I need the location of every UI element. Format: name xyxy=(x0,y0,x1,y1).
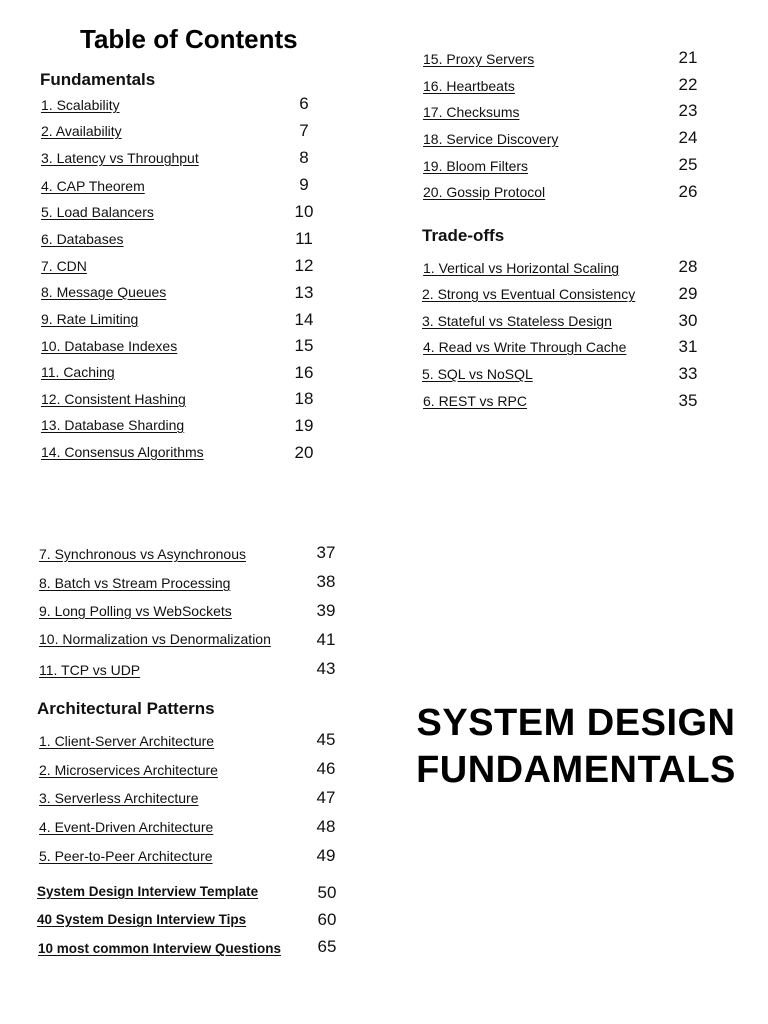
toc-link-latency-vs-throughput[interactable]: 3. Latency vs Throughput xyxy=(41,150,199,166)
toc-link-database-sharding[interactable]: 13. Database Sharding xyxy=(41,417,185,433)
section-heading-fundamentals: Fundamentals xyxy=(40,70,156,89)
toc-link-client-server[interactable]: 1. Client-Server Architecture xyxy=(39,733,215,749)
page-number: 10 xyxy=(294,202,314,221)
page-number: 26 xyxy=(678,182,698,201)
toc-link-cap-theorem[interactable]: 4. CAP Theorem xyxy=(41,178,145,194)
toc-link-availability[interactable]: 2. Availability xyxy=(41,123,122,139)
page-number: 46 xyxy=(316,759,336,778)
page-number: 47 xyxy=(316,788,336,807)
toc-link-normalization[interactable]: 10. Normalization vs Denormalization xyxy=(39,631,271,647)
page-number: 35 xyxy=(678,391,698,410)
page-number: 6 xyxy=(299,94,309,113)
toc-link-vertical-vs-horizontal[interactable]: 1. Vertical vs Horizontal Scaling xyxy=(423,260,620,276)
toc-link-rest-vs-rpc[interactable]: 6. REST vs RPC xyxy=(423,393,527,409)
page-number: 38 xyxy=(316,572,336,591)
toc-link-event-driven[interactable]: 4. Event-Driven Architecture xyxy=(39,819,214,835)
section-heading-tradeoffs: Trade-offs xyxy=(422,226,505,245)
toc-link-scalability[interactable]: 1. Scalability xyxy=(41,97,120,113)
page-number: 7 xyxy=(299,121,309,140)
page-number: 24 xyxy=(678,128,698,147)
page-title: Table of Contents xyxy=(80,24,298,54)
toc-link-proxy-servers[interactable]: 15. Proxy Servers xyxy=(423,51,535,67)
toc-link-cdn[interactable]: 7. CDN xyxy=(41,258,87,274)
toc-link-stateful-vs-stateless[interactable]: 3. Stateful vs Stateless Design xyxy=(422,313,612,329)
page-number: 41 xyxy=(316,630,336,649)
toc-link-database-indexes[interactable]: 10. Database Indexes xyxy=(41,338,178,354)
toc-link-interview-questions[interactable]: 10 most common Interview Questions xyxy=(38,941,282,956)
toc-link-heartbeats[interactable]: 16. Heartbeats xyxy=(423,78,515,94)
book-title-line-1: SYSTEM DESIGN xyxy=(416,702,736,744)
page-number: 21 xyxy=(678,48,698,67)
toc-link-polling-vs-websockets[interactable]: 9. Long Polling vs WebSockets xyxy=(39,603,232,619)
toc-link-batch-vs-stream[interactable]: 8. Batch vs Stream Processing xyxy=(39,575,231,591)
toc-link-message-queues[interactable]: 8. Message Queues xyxy=(41,284,167,300)
toc-link-rate-limiting[interactable]: 9. Rate Limiting xyxy=(41,311,139,327)
page-number: 13 xyxy=(294,283,314,302)
toc-link-load-balancers[interactable]: 5. Load Balancers xyxy=(41,204,154,220)
page-number: 48 xyxy=(316,817,336,836)
toc-link-serverless[interactable]: 3. Serverless Architecture xyxy=(39,790,199,806)
toc-link-interview-tips[interactable]: 40 System Design Interview Tips xyxy=(37,912,247,927)
book-title xyxy=(416,700,736,794)
page-number: 50 xyxy=(317,883,337,902)
section-heading-architectural-patterns: Architectural Patterns xyxy=(37,699,215,718)
toc-link-databases[interactable]: 6. Databases xyxy=(41,231,124,247)
page-number: 22 xyxy=(678,75,698,94)
toc-link-tcp-vs-udp[interactable]: 11. TCP vs UDP xyxy=(39,662,141,678)
page-number: 60 xyxy=(317,910,337,929)
page-number: 45 xyxy=(316,730,336,749)
toc-link-peer-to-peer[interactable]: 5. Peer-to-Peer Architecture xyxy=(39,848,213,864)
page-number: 25 xyxy=(678,155,698,174)
toc-link-strong-vs-eventual[interactable]: 2. Strong vs Eventual Consistency xyxy=(422,286,636,302)
toc-link-gossip-protocol[interactable]: 20. Gossip Protocol xyxy=(423,184,546,200)
toc-link-bloom-filters[interactable]: 19. Bloom Filters xyxy=(423,158,529,174)
page-number: 8 xyxy=(299,148,309,167)
toc-link-sync-vs-async[interactable]: 7. Synchronous vs Asynchronous xyxy=(39,546,247,562)
book-title-line-2: FUNDAMENTALS xyxy=(416,749,736,791)
page-number: 30 xyxy=(678,311,698,330)
page-number: 33 xyxy=(678,364,698,383)
toc-link-consistent-hashing[interactable]: 12. Consistent Hashing xyxy=(41,391,186,407)
toc-link-caching[interactable]: 11. Caching xyxy=(41,364,115,380)
toc-link-consensus-algorithms[interactable]: 14. Consensus Algorithms xyxy=(41,444,204,460)
toc-link-microservices[interactable]: 2. Microservices Architecture xyxy=(39,762,218,778)
page-number: 16 xyxy=(294,363,314,382)
page-number: 11 xyxy=(295,229,313,248)
page-number: 43 xyxy=(316,659,336,678)
page-number: 65 xyxy=(317,937,337,956)
page-number: 14 xyxy=(294,310,314,329)
toc-link-interview-template[interactable]: System Design Interview Template xyxy=(37,884,259,899)
page-number: 49 xyxy=(316,846,336,865)
toc-link-read-vs-write-cache[interactable]: 4. Read vs Write Through Cache xyxy=(423,339,627,355)
page-number: 19 xyxy=(294,416,314,435)
page-number: 20 xyxy=(294,443,314,462)
page-number: 28 xyxy=(678,257,698,276)
page-number: 31 xyxy=(678,337,698,356)
page-number: 18 xyxy=(294,389,314,408)
toc-link-sql-vs-nosql[interactable]: 5. SQL vs NoSQL xyxy=(422,366,533,382)
toc-link-checksums[interactable]: 17. Checksums xyxy=(423,104,520,120)
page-number: 37 xyxy=(316,543,336,562)
toc-link-service-discovery[interactable]: 18. Service Discovery xyxy=(423,131,559,147)
page-number: 9 xyxy=(299,175,309,194)
page-number: 39 xyxy=(316,601,336,620)
page-number: 15 xyxy=(294,336,314,355)
page-number: 12 xyxy=(294,256,314,275)
page-number: 29 xyxy=(678,284,698,303)
page-number: 23 xyxy=(678,101,698,120)
